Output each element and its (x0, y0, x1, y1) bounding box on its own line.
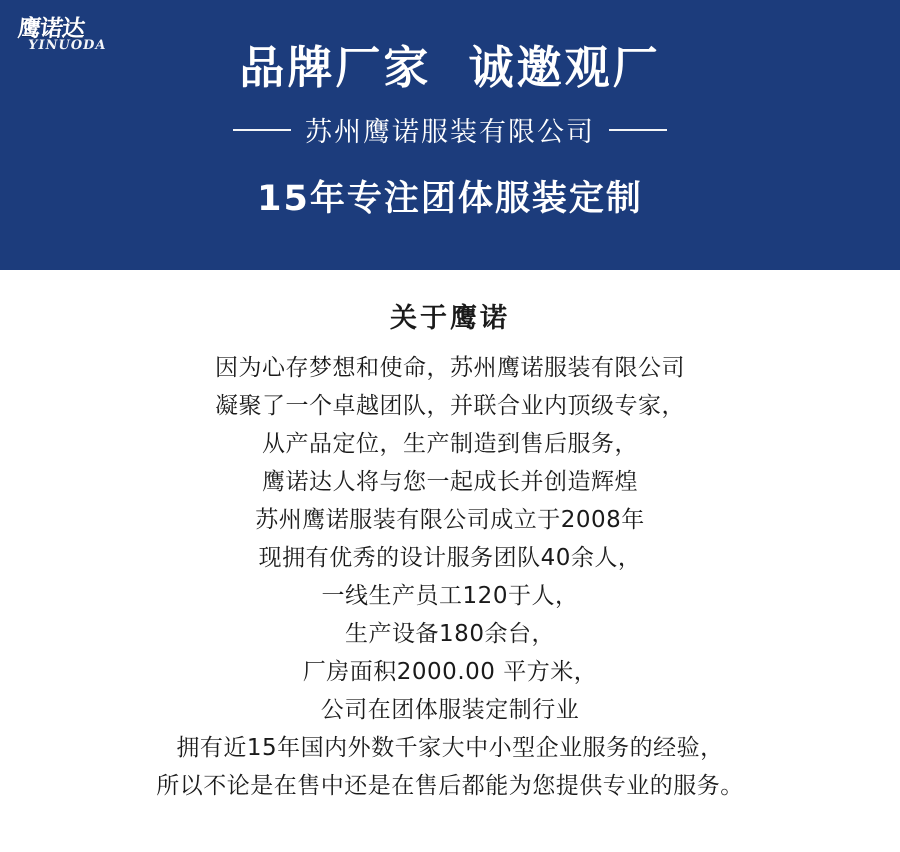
banner-title: 品牌厂家 诚邀观厂 (239, 41, 661, 94)
about-line: 拥有近15年国内外数千家大中小型企业服务的经验， (176, 735, 724, 761)
about-line: 现拥有优秀的设计服务团队40余人， (258, 545, 642, 571)
about-paragraph-list (0, 349, 900, 805)
about-section (0, 270, 900, 805)
divider-line-right (609, 129, 667, 131)
about-line: 公司在团体服装定制行业 (320, 697, 580, 723)
about-line: 因为心存梦想和使命，苏州鹰诺服装有限公司 (215, 355, 685, 381)
about-line: 苏州鹰诺服装有限公司成立于2008年 (255, 507, 645, 533)
banner-subtitle-row (0, 110, 900, 149)
about-line: 一线生产员工120于人， (321, 583, 579, 609)
divider-line-left (233, 129, 291, 131)
logo-sub-text: YINUODA (26, 38, 108, 53)
about-line: 凝聚了一个卓越团队，并联合业内顶级专家， (215, 393, 685, 419)
banner-text-block (0, 0, 900, 221)
about-line: 厂房面积2000.00 平方米， (302, 659, 598, 685)
about-line: 从产品定位，生产制造到售后服务， (262, 431, 638, 457)
logo-main-text: 鹰诺达 (16, 15, 86, 42)
section-title: 关于鹰诺 (390, 303, 510, 334)
banner-subtitle: 苏州鹰诺服装有限公司 (305, 117, 595, 148)
banner-tagline: 15年专注团体服装定制 (257, 179, 643, 219)
about-line: 生产设备180余台， (345, 621, 555, 647)
about-line: 所以不论是在售中还是在售后都能为您提供专业的服务。 (156, 773, 744, 799)
about-line: 鹰诺达人将与您一起成长并创造辉煌 (262, 469, 638, 495)
header-banner (0, 0, 900, 270)
